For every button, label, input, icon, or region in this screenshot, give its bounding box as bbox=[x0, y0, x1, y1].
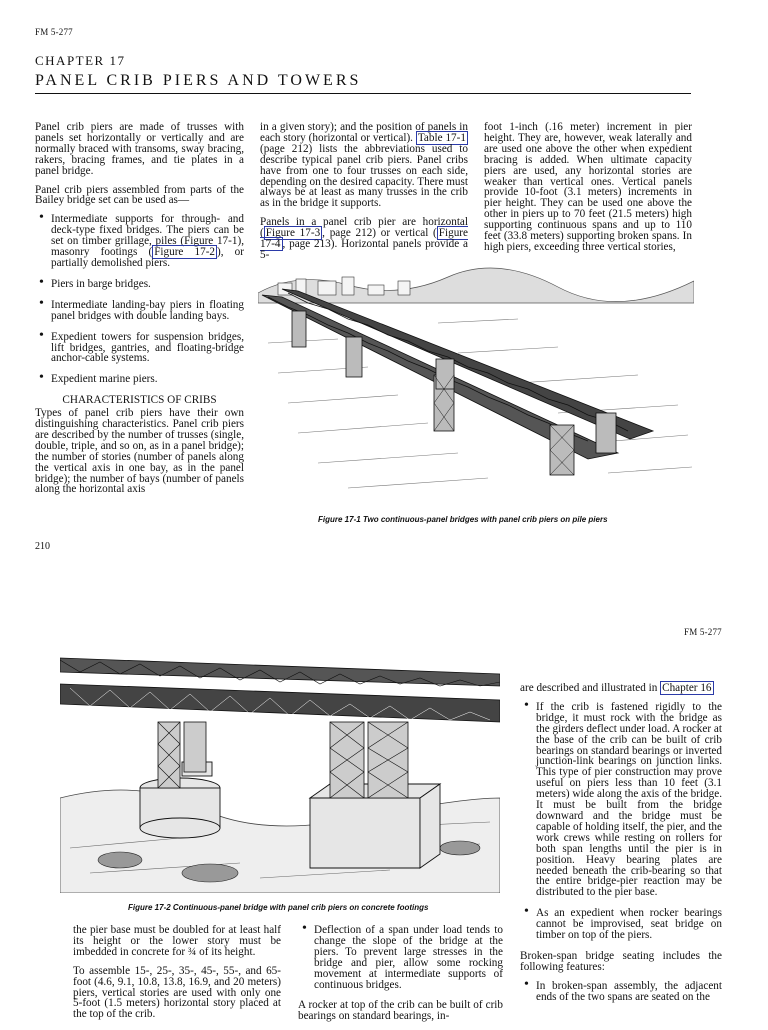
bullet-list bbox=[520, 702, 722, 941]
bullet-list bbox=[520, 981, 722, 1003]
paragraph: Panel crib piers assembled from parts of the Bailey bridge set can be used as— bbox=[35, 183, 244, 207]
list-item: • Expedient towers for suspension bridges, lift bridges, gantries, and floating-bridge anchor-cable systems. bbox=[35, 332, 244, 365]
paragraph: are described and illustrated in Chapter 16 bbox=[520, 682, 712, 694]
page1-column-3 bbox=[484, 122, 692, 261]
paragraph: Panel crib piers are made of trusses with panels set horizontally or vertically and are normally braced with transoms, sway bracing, rakers, bracing frames, and tie plates in a panel bridge. bbox=[35, 121, 244, 177]
figure-17-2-caption: Figure 17-2 Continuous-panel bridge with panel crib piers on concrete footings bbox=[128, 903, 429, 912]
paragraph: the pier base must be doubled for at least half its height or the lower story must be imbedded in concrete for ¾ of its height. bbox=[73, 924, 281, 958]
figure-17-2-illustration bbox=[60, 648, 500, 893]
chapter-16-link[interactable]: Chapter 16 bbox=[662, 682, 712, 694]
list-item: • In broken-span assembly, the adjacent ends of the two spans are seated on the bbox=[520, 981, 722, 1003]
bullet-list bbox=[298, 925, 503, 990]
figure-17-1-illustration bbox=[258, 263, 694, 503]
figure-17-4-link[interactable]: Figure 17-4 bbox=[260, 227, 468, 251]
paragraph: in a given story); and the position of panels in each story (horizontal or vertical). Table 17-1 (page 212) lists the abbreviations used to describe typical panel crib piers. Panel cribs have from one to four trusses on each side, depending on the desired capacity. There must always be at least as many trusses in the crib as in the bridge it supports. bbox=[260, 121, 468, 210]
table-17-1-link[interactable]: Table 17-1 bbox=[417, 131, 466, 144]
title-rule bbox=[35, 93, 691, 94]
figure-17-2-link[interactable]: Figure 17-2 bbox=[154, 246, 216, 259]
bullet-list bbox=[35, 214, 244, 385]
page1-column-1 bbox=[35, 122, 244, 503]
paragraph: foot 1-inch (.16 meter) increment in pier height. They are, however, weak laterally and are used one above the other when expedient bracing is added. When ultimate capacity piers are used, any horizontal stories are weaker than vertical ones. Vertical panels provide 10-foot (3.1 meters) increments in pier height. They can be used one above the other in piers up to 70 feet (21.5 meters) high supporting continuous spans and up to 110 feet (33.8 meters) supporting broken spans. In high piers, exceeding three vertical stories, bbox=[484, 121, 692, 253]
paragraph: To assemble 15-, 25-, 35-, 45-, 55-, and 65-foot (4.6, 9.1, 10.8, 13.8, 16.9, and 20 meters) piers, vertical stories are used with only one 5-foot (1.5 meters) horizontal story placed at the top of the crib. bbox=[73, 964, 281, 1021]
list-item: • Deflection of a span under load tends to change the slope of the bridge at the piers. To prevent large stresses in the bridge and pier, allow some rocking movement at intermediate supports of continuous bridges. bbox=[298, 925, 503, 990]
list-item: • Expedient marine piers. bbox=[35, 374, 244, 385]
list-item: • As an expedient when rocker bearings cannot be improvised, seat bridge on timber on top of the piers. bbox=[520, 908, 722, 941]
list-item: • If the crib is fastened rigidly to the bridge, it must rock with the bridge as the girders deflect under load. A rocker at the base of the crib can be built of crib bearings on standard bearings or inverted junction-link bearings on junction links. This type of pier construction may prove useful on piers less than 10 feet (3.1 meters) wide along the axis of the bridge. It must be built from the bridge downward and the bridge must be capable of holding itself, the pier, and the work crews while resting on rollers for both span lengths until the pier is in position. Heavy bearing plates are needed beneath the crib-bearing so that the entire bridge-pier reaction may be distributed to the pier base. bbox=[520, 702, 722, 898]
paragraph: A rocker at top of the crib can be built of crib bearings on standard bearings, in- bbox=[298, 999, 503, 1023]
chapter-label: CHAPTER 17 bbox=[35, 53, 126, 68]
list-item: • Intermediate supports for through- and deck-type fixed bridges. The piers can be set on timber grillage, piles (Figure 17-1), masonry footings ( Figure 17-2 ), or partially demolished piers. bbox=[35, 214, 244, 269]
chapter-title: PANEL CRIB PIERS AND TOWERS bbox=[35, 72, 362, 89]
page-number: 210 bbox=[35, 541, 50, 552]
page2-column-2 bbox=[298, 925, 503, 1030]
list-item: • Intermediate landing-bay piers in floating panel bridges with double landing bays. bbox=[35, 300, 244, 322]
section-heading: CHARACTERISTICS OF CRIBS bbox=[62, 394, 217, 407]
paragraph: Types of panel crib piers have their own distinguishing characteristics. Panel crib piers are described by the number of trusses (single, double, triple, and so on, as in a panel bridge); the number of stories (number of panels along the vertical axis in one bay, as in the panel bridge); the number of bays (number of panels along the horizontal axis bbox=[35, 407, 244, 496]
paragraph: Panels in a panel crib pier are horizontal ( Figure 17-3 , page 212) or vertical ( Figure 17-4 , page 213). Horizontal panels provide a 5- bbox=[260, 216, 468, 261]
figure-17-3-link[interactable]: Figure 17-3 bbox=[265, 227, 321, 240]
paragraph: Broken-span bridge seating includes the following features: bbox=[520, 949, 722, 973]
running-header: FM 5-277 bbox=[35, 27, 73, 37]
page1-column-2 bbox=[260, 122, 468, 269]
page2-column-3 bbox=[520, 683, 722, 1013]
list-item: • Piers in barge bridges. bbox=[35, 279, 244, 290]
figure-17-1-caption: Figure 17-1 Two continuous-panel bridges with panel crib piers on pile piers bbox=[318, 515, 608, 524]
page2-column-1 bbox=[73, 925, 281, 1028]
running-header: FM 5-277 bbox=[684, 627, 722, 637]
